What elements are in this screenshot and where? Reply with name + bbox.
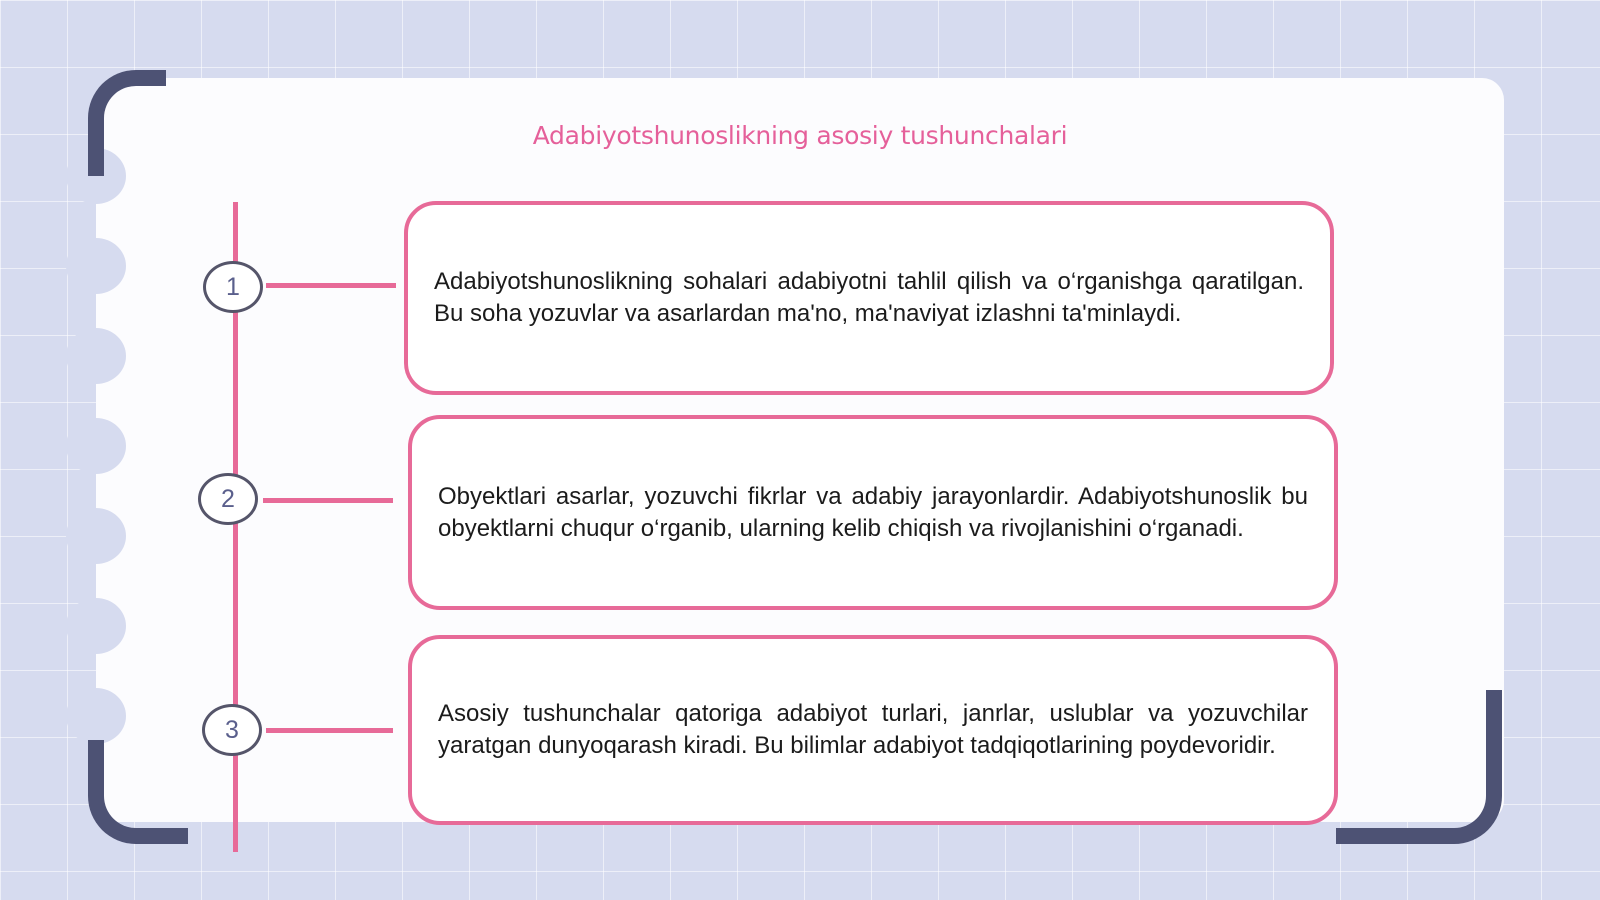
binder-notch — [66, 418, 126, 474]
binder-notch — [66, 238, 126, 294]
step-card — [408, 415, 1338, 610]
step-card — [408, 635, 1338, 825]
step-card-text: Obyektlari asarlar, yozuvchi fikrlar va adabiy jarayonlardir. Adabiyotshunoslik bu obyektlarni chuqur o‘rganib, ularning kelib chiqish va rivojlanishini o‘rganadi. — [438, 482, 1308, 542]
step-card-text: Asosiy tushunchalar qatoriga adabiyot turlari, janrlar, uslublar va yozuvchilar yaratgan dunyoqarash kiradi. Bu bilimlar adabiyot tadqiqotlarining poydevoridir. — [438, 700, 1308, 759]
binder-notch — [66, 508, 126, 564]
step-number: 2 — [221, 484, 235, 513]
step-card — [404, 201, 1334, 395]
binder-notch — [66, 598, 126, 654]
slide-title: Adabiyotshunoslikning asosiy tushunchalari — [532, 121, 1068, 150]
step-number-badge — [203, 261, 263, 313]
step-card-text: Adabiyotshunoslikning sohalari adabiyotni tahlil qilish va o‘rganishga qaratilgan. Bu soha yozuvlar va asarlardan ma'no, ma'naviyat izlashni ta'minlaydi. — [434, 268, 1304, 327]
frame-corner-bottom-left — [88, 740, 188, 844]
binder-notch — [66, 688, 126, 744]
step-number-badge — [198, 473, 258, 525]
step-number-badge — [202, 704, 262, 756]
binder-notch — [66, 328, 126, 384]
step-connector — [266, 728, 393, 733]
frame-corner-bottom-right — [1336, 690, 1502, 844]
step-number: 1 — [226, 272, 240, 301]
step-connector — [266, 283, 396, 288]
step-number: 3 — [225, 715, 239, 744]
step-connector — [263, 498, 393, 503]
